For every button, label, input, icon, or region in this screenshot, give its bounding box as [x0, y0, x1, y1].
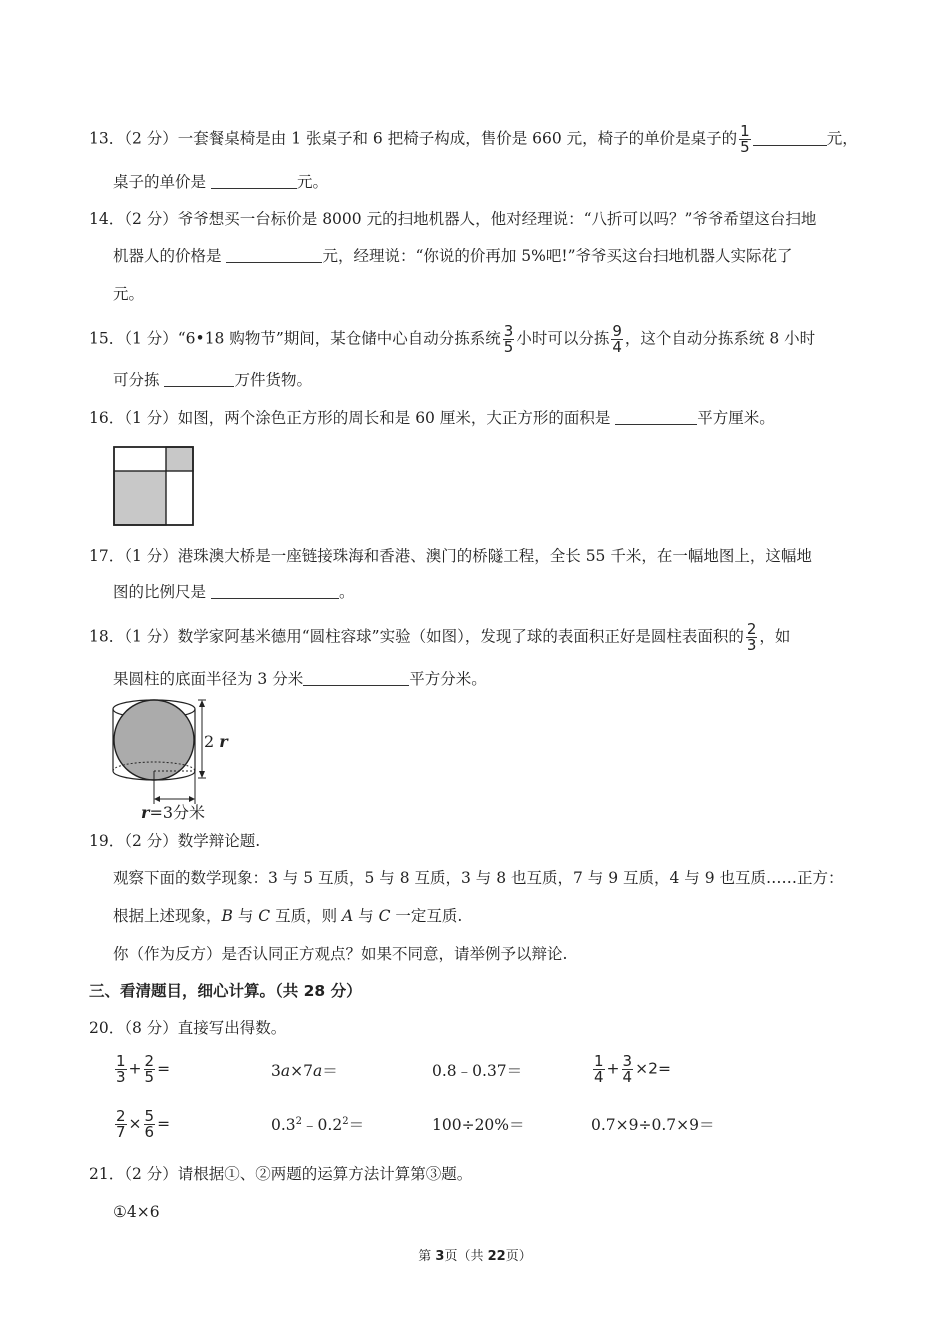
q20-calc-r2c1: $\frac{2}{7}$ × $\frac{5}{6}$ =: [116, 1107, 171, 1141]
q20-calc-r1c3: 0.8﹣0.37＝: [432, 1062, 523, 1080]
q20-calc-r1c4: $\frac{1}{4}$ + $\frac{3}{4}$ ×2=: [594, 1052, 671, 1086]
q13-answer-blank-1[interactable]: [753, 129, 827, 146]
q14-answer-blank-1[interactable]: [226, 246, 322, 263]
q17-line-1: 17．（1 分）港珠澳大桥是一座链接珠海和香港、澳门的桥隧工程，全长 55 千米，在一幅地图上，这幅地: [89, 547, 812, 565]
q18-fraction: $\frac{2}{3}$: [746, 620, 757, 654]
q18-height-label: 2 r: [204, 732, 228, 751]
q19-line-4: 你（作为反方）是否认同正方观点？如果不同意，请举例予以辩论.: [113, 945, 568, 963]
q13-text: 13．（2 分）一套餐桌椅是由 1 张桌子和 6 把椅子构成，售价是 660 元，椅子的单价是桌子的: [89, 129, 738, 148]
q15-line-1: 15．（1 分）“6•18 购物节”期间，某仓储中心自动分拣系统 $\frac{3}{5}$ 小时可以分拣 $\frac{9}{4}$ ，这个自动分拣系统 8 小时: [89, 322, 816, 356]
q16-answer-blank[interactable]: [615, 408, 697, 425]
q17-answer-blank[interactable]: [211, 582, 339, 599]
page-footer: 第 3页（共 22页）: [418, 1249, 532, 1264]
q19-line-1: 19．（2 分）数学辩论题.: [89, 832, 261, 850]
q16-line-1: 16．（1 分）如图，两个涂色正方形的周长和是 60 厘米，大正方形的面积是 平方厘米。: [89, 409, 775, 427]
q15-answer-blank[interactable]: [164, 370, 234, 387]
q21-line-2: ①4×6: [113, 1203, 160, 1221]
q18-answer-blank[interactable]: [303, 669, 409, 686]
q13-line-2: 桌子的单价是 元。: [113, 173, 328, 191]
q19-line-2: 观察下面的数学现象：3 与 5 互质，5 与 8 互质，3 与 8 也互质，7 与 9 互质，4 与 9 也互质……正方：: [113, 869, 844, 887]
q20-calc-r1c1: $\frac{1}{3}$ + $\frac{2}{5}$ =: [116, 1052, 171, 1086]
q21-line-1: 21．（2 分）请根据①、②两题的运算方法计算第③题。: [89, 1165, 473, 1183]
section-3-heading: 三、看清题目，细心计算。（共 28 分）: [89, 982, 362, 1000]
q15-fraction-2: $\frac{9}{4}$: [612, 322, 622, 356]
q15-line-2: 可分拣 万件货物。: [113, 371, 312, 389]
q13-fraction: $\frac{1}{5}$: [740, 122, 750, 156]
q20-calc-r2c3: 100÷20%＝: [432, 1116, 525, 1134]
q20-line-1: 20．（8 分）直接写出得数。: [89, 1019, 287, 1037]
q20-calc-r2c2: $0.3^2﹣0.2^2=$: [271, 1115, 365, 1134]
q18-line-2: 果圆柱的底面半径为 3 分米 平方分米。: [113, 670, 487, 688]
q20-calc-r2c4: 0.7×9÷0.7×9＝: [591, 1116, 715, 1134]
q19-line-3: 根据上述现象，B 与 C 互质，则 A 与 C 一定互质.: [113, 907, 463, 925]
q15-fraction-1: $\frac{3}{5}$: [503, 322, 514, 356]
q13-answer-blank-2[interactable]: [211, 172, 297, 189]
q14-line-3: 元。: [113, 285, 145, 303]
q18-line-1: 18．（1 分）数学家阿基米德用“圆柱容球”实验（如图），发现了球的表面积正好是圆柱表面积的 $\frac{2}{3}$ ，如: [89, 620, 791, 654]
q13-line-1: 13．（2 分）一套餐桌椅是由 1 张桌子和 6 把椅子构成，售价是 660 元，椅子的单价是桌子的 $\frac{1}{5}$ 元，: [89, 122, 858, 156]
q14-line-1: 14．（2 分）爷爷想买一台标价是 8000 元的扫地机器人，他对经理说：“八折可以吗？”爷爷希望这台扫地: [89, 210, 817, 228]
q17-line-2: 图的比例尺是 。: [113, 583, 355, 601]
q20-calc-r1c2: 3a×7a＝: [271, 1062, 338, 1080]
q14-line-2: 机器人的价格是 元，经理说：“你说的价再加 5%吧!”爷爷买这台扫地机器人实际花了: [113, 247, 793, 265]
q16-squares-figure: [113, 446, 195, 528]
q18-radius-label: r=3分米: [141, 803, 206, 822]
